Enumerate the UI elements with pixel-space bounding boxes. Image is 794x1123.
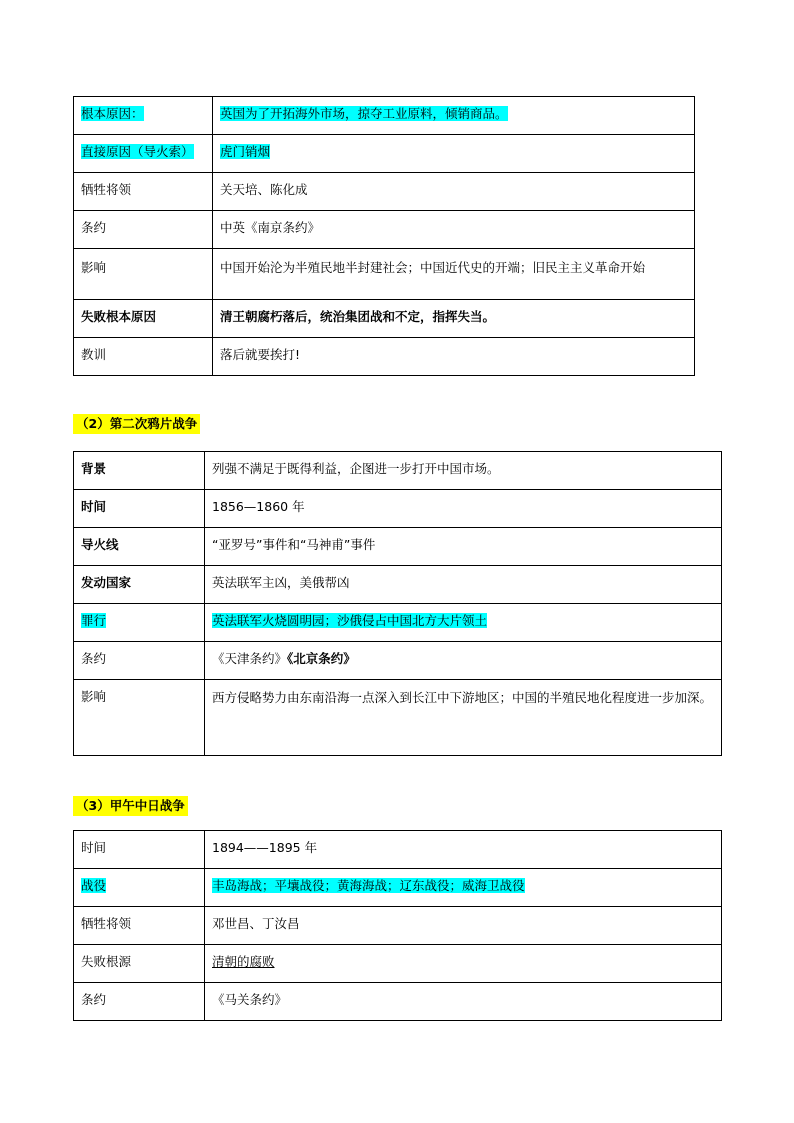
- row-value: 清朝的腐败: [212, 954, 275, 969]
- table-row: [74, 490, 722, 528]
- row-value: 丰岛海战；平壤战役；黄海海战；辽东战役；威海卫战役: [212, 878, 525, 893]
- row-value: 关天培、陈化成: [213, 173, 695, 211]
- table-row: [74, 831, 722, 869]
- row-key: 时间: [74, 831, 205, 869]
- row-key: 条约: [74, 983, 205, 1021]
- table-row: [74, 642, 722, 680]
- section-heading-sino-japanese-war: （3）甲午中日战争: [73, 796, 188, 816]
- table-row: [74, 983, 722, 1021]
- table-row: [74, 452, 722, 490]
- row-value: 1894——1895 年: [205, 831, 722, 869]
- treaty-beijing: 《北京条约》: [287, 651, 356, 666]
- row-key: 牺牲将领: [74, 173, 213, 211]
- row-key: 影响: [74, 680, 205, 756]
- row-value: “亚罗号”事件和“马神甫”事件: [205, 528, 722, 566]
- row-value: 邓世昌、丁汝昌: [205, 907, 722, 945]
- row-value: 《马关条约》: [205, 983, 722, 1021]
- row-key: 根本原因：: [81, 106, 144, 121]
- table-row: [74, 945, 722, 983]
- first-opium-war-table: [73, 96, 695, 376]
- table-row: [74, 566, 722, 604]
- row-key: 背景: [74, 452, 205, 490]
- row-key: 时间: [74, 490, 205, 528]
- row-key: 失败根源: [74, 945, 205, 983]
- table-row: [74, 680, 722, 756]
- row-key: 战役: [81, 878, 107, 893]
- row-value: 西方侵略势力由东南沿海一点深入到长江中下游地区；中国的半殖民地化程度进一步加深。: [205, 680, 722, 756]
- table-row: [74, 173, 695, 211]
- row-value: 英法联军火烧圆明园；沙俄侵占中国北方大片领土: [212, 613, 488, 628]
- treaty-tianjin: 《天津条约》: [212, 651, 288, 666]
- row-key: 教训: [74, 338, 213, 376]
- row-value: 1856—1860 年: [205, 490, 722, 528]
- table-row: [74, 135, 695, 173]
- row-key: 牺牲将领: [74, 907, 205, 945]
- row-key: 条约: [74, 211, 213, 249]
- table-row: [74, 300, 695, 338]
- row-value: 清王朝腐朽落后，统治集团战和不定，指挥失当。: [213, 300, 695, 338]
- row-value: 虎门销烟: [220, 144, 271, 159]
- table-row: [74, 97, 695, 135]
- row-value: 英法联军主凶，美俄帮凶: [205, 566, 722, 604]
- row-key: 条约: [74, 642, 205, 680]
- row-key: 直接原因（导火索）: [81, 144, 194, 159]
- row-value: 中国开始沦为半殖民地半封建社会；中国近代史的开端；旧民主主义革命开始: [213, 249, 695, 300]
- row-key: 发动国家: [74, 566, 205, 604]
- row-key: 导火线: [74, 528, 205, 566]
- row-value: 落后就要挨打!: [213, 338, 695, 376]
- row-key: 影响: [74, 249, 213, 300]
- row-key: 失败根本原因: [74, 300, 213, 338]
- section-heading-second-opium-war: （2）第二次鸦片战争: [73, 414, 200, 434]
- row-value: 列强不满足于既得利益，企图进一步打开中国市场。: [205, 452, 722, 490]
- row-value: 英国为了开拓海外市场，掠夺工业原料，倾销商品。: [220, 106, 508, 121]
- sino-japanese-war-table: [73, 830, 722, 1021]
- row-key: 罪行: [81, 613, 107, 628]
- table-row: [74, 211, 695, 249]
- second-opium-war-table: [73, 451, 722, 756]
- table-row: [74, 249, 695, 300]
- table-row: [74, 907, 722, 945]
- table-row: [74, 528, 722, 566]
- table-row: [74, 869, 722, 907]
- table-row: [74, 604, 722, 642]
- row-value: 中英《南京条约》: [213, 211, 695, 249]
- table-row: [74, 338, 695, 376]
